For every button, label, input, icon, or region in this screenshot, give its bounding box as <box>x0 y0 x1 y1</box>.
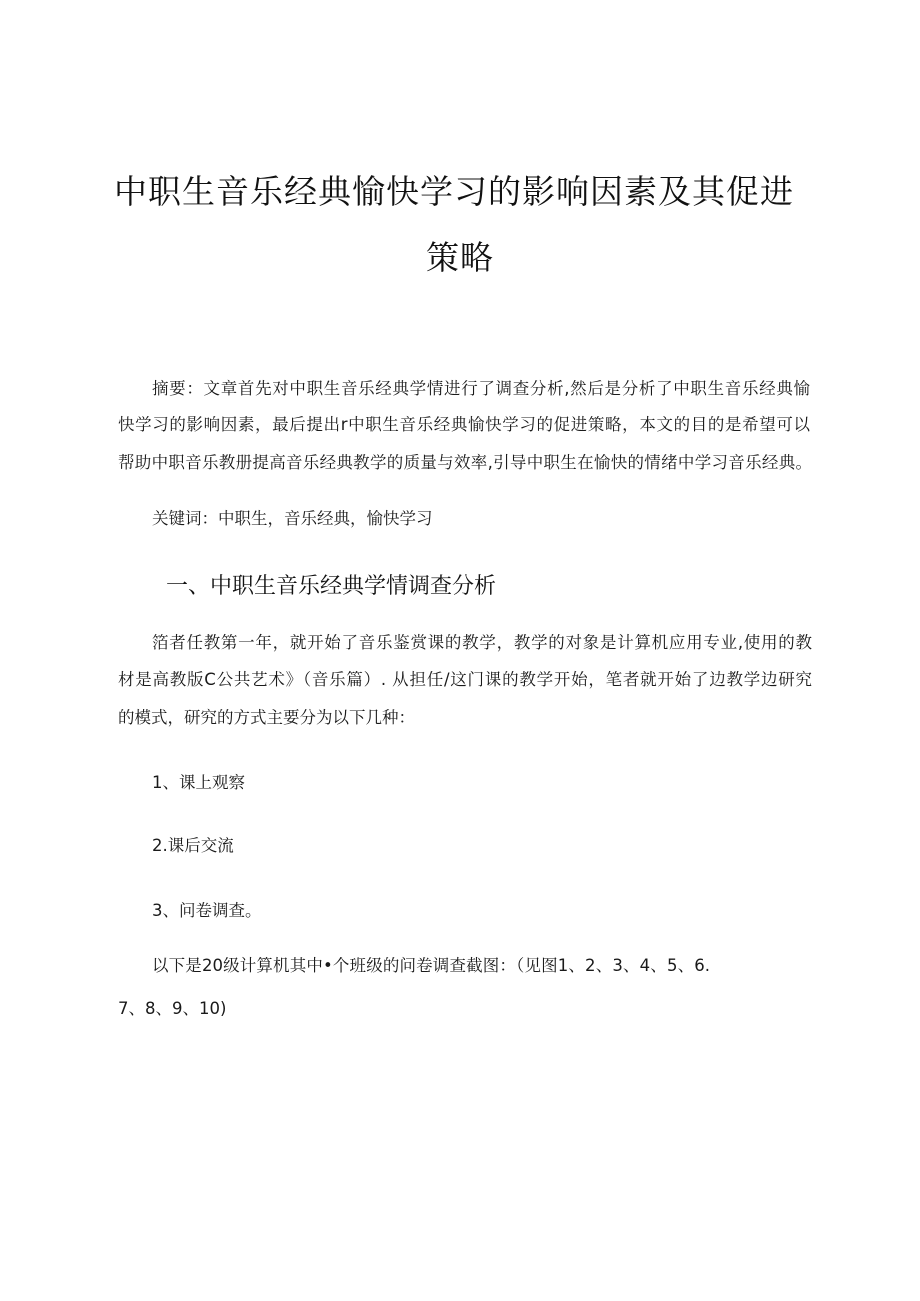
section-1-paragraph-line-1: 箔者任教第一年，就开始了音乐鉴赏课的教学，教学的对象是计算机应用专业,使用的教 <box>152 633 812 652</box>
keywords-line: 关键词：中职生，音乐经典，愉快学习 <box>152 509 433 528</box>
method-item-observation: 1、课上观察 <box>152 773 245 792</box>
abstract-line-1: 摘要：文章首先对中职生音乐经典学情进行了调查分析,然后是分析了中职生音乐经典愉 <box>152 379 810 398</box>
figure-intro-line-2: 7、8、9、10) <box>118 999 227 1018</box>
abstract-line-2: 快学习的影响因素，最后提出r中职生音乐经典愉快学习的促进策略，本文的目的是希望可以 <box>118 415 810 434</box>
method-item-questionnaire: 3、问卷调查。 <box>152 901 262 920</box>
method-item-discussion: 2.课后交流 <box>152 836 234 855</box>
section-1-heading: 一、中职生音乐经典学情调查分析 <box>166 574 497 599</box>
abstract-line-3: 帮助中职音乐教册提高音乐经典教学的质量与效率,引导中职生在愉快的情绪中学习音乐经典。 <box>118 453 812 472</box>
document-title-line-1: 中职生音乐经典愉快学习的影响因素及其促进 <box>114 172 794 211</box>
section-1-paragraph-line-3: 的模式，研究的方式主要分为以下几种： <box>118 708 415 727</box>
figure-intro-line-1: 以下是20级计算机其中•个班级的问卷调查截图：（见图1、2、3、4、5、6. <box>152 956 710 975</box>
document-title-line-2: 策略 <box>426 238 494 277</box>
section-1-paragraph-line-2: 材是高教版C公共艺术》（音乐篇）. 从担任/这门课的教学开始，笔者就开始了边教学边研究 <box>118 670 812 689</box>
